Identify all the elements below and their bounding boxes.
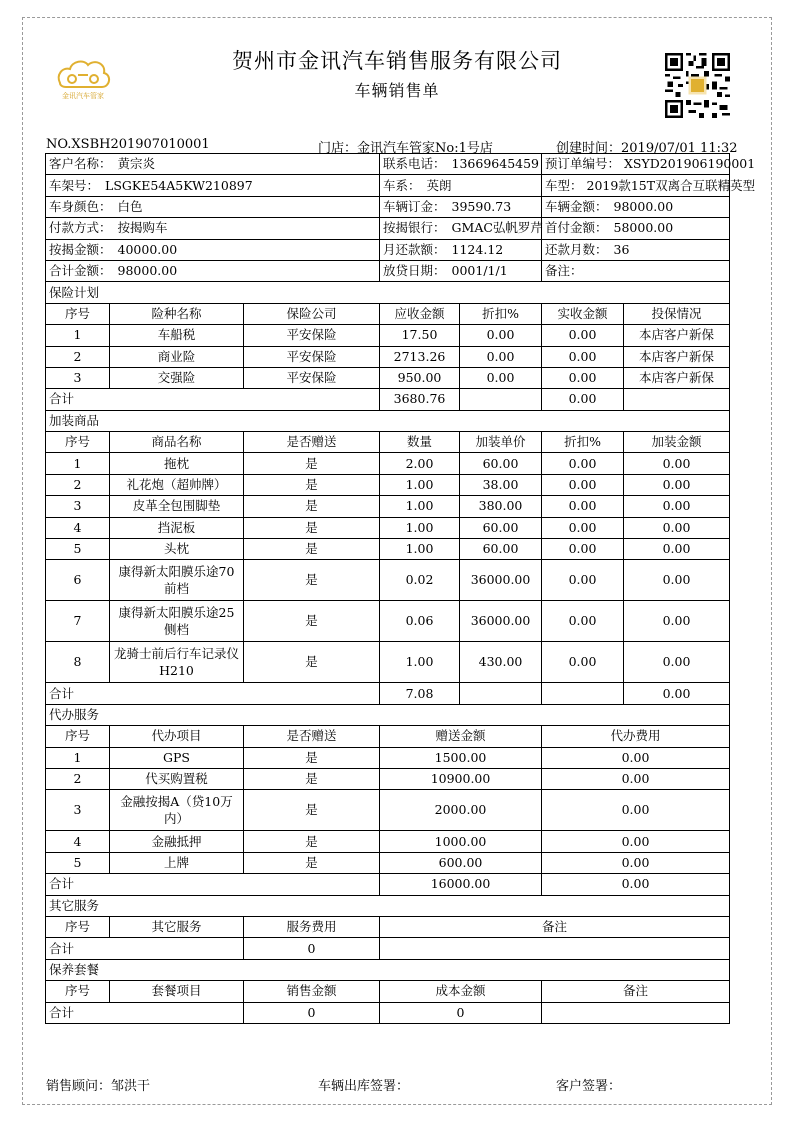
column-header: 折扣%	[460, 303, 542, 324]
cell: 17.50	[380, 325, 460, 346]
cell: 0.00	[624, 496, 730, 517]
cell: 36000.00	[460, 560, 542, 601]
cell: 0.00	[624, 539, 730, 560]
cell: 0.00	[542, 517, 624, 538]
info-row	[46, 154, 730, 175]
cell: 0.00	[542, 346, 624, 367]
cell: 2713.26	[380, 346, 460, 367]
total-row	[46, 874, 730, 895]
total-value: 0.00	[542, 389, 624, 410]
cell: 38.00	[460, 474, 542, 495]
table-row	[46, 642, 730, 683]
cell: 2000.00	[380, 790, 542, 831]
cell: 是	[244, 642, 380, 683]
order-number: NO.XSBH201907010001	[46, 137, 210, 152]
info-cell: 放贷日期： 0001/1/1	[380, 260, 542, 281]
total-value: 16000.00	[380, 874, 542, 895]
cell: 龙骑士前后行车记录仪H210	[110, 642, 244, 683]
table-row	[46, 747, 730, 768]
info-cell: 首付金额： 58000.00	[542, 218, 730, 239]
info-row	[46, 239, 730, 260]
cell: 60.00	[460, 517, 542, 538]
cell: 车船税	[110, 325, 244, 346]
cell: 是	[244, 517, 380, 538]
total-value: 0.00	[624, 683, 730, 704]
column-header: 投保情况	[624, 303, 730, 324]
cell: 36000.00	[460, 601, 542, 642]
cell: 0.00	[624, 453, 730, 474]
table-row	[46, 474, 730, 495]
info-cell: 月还款额： 1124.12	[380, 239, 542, 260]
cell: 1.00	[380, 474, 460, 495]
cell: 60.00	[460, 539, 542, 560]
cell: 是	[244, 747, 380, 768]
info-cell: 车系： 英朗	[380, 175, 542, 196]
table-row	[46, 768, 730, 789]
cell: 5	[46, 852, 110, 873]
column-header: 序号	[46, 432, 110, 453]
info-cell: 备注：	[542, 260, 730, 281]
cell: 1500.00	[380, 747, 542, 768]
cell: 平安保险	[244, 325, 380, 346]
info-row	[46, 218, 730, 239]
table-row	[46, 325, 730, 346]
info-cell: 车型： 2019款15T双离合互联精英型	[542, 175, 730, 196]
cell: 1.00	[380, 496, 460, 517]
sales-order-table	[45, 153, 756, 1024]
table-row	[46, 601, 730, 642]
column-header: 备注	[380, 916, 730, 937]
table-row	[46, 560, 730, 601]
cell: 0.00	[542, 831, 730, 852]
cell: 1	[46, 453, 110, 474]
total-label: 合计	[46, 938, 244, 959]
total-value: 7.08	[380, 683, 460, 704]
column-header: 应收金额	[380, 303, 460, 324]
table-row	[46, 453, 730, 474]
table-row	[46, 496, 730, 517]
total-value: 0	[380, 1002, 542, 1023]
cell: 1.00	[380, 642, 460, 683]
cell: 2	[46, 346, 110, 367]
total-label: 合计	[46, 683, 380, 704]
cell: 是	[244, 768, 380, 789]
info-cell: 联系电话： 13669645459	[380, 154, 542, 175]
cell: 10900.00	[380, 768, 542, 789]
info-cell: 车辆订金： 39590.73	[380, 196, 542, 217]
cell: 礼花炮（超帅牌）	[110, 474, 244, 495]
info-cell: 车辆金额： 98000.00	[542, 196, 730, 217]
info-cell: 付款方式： 按揭购车	[46, 218, 380, 239]
agency-header-row	[46, 726, 730, 747]
cell: 3	[46, 496, 110, 517]
cell: 0.00	[624, 560, 730, 601]
cell: 是	[244, 496, 380, 517]
cell: 0.00	[542, 747, 730, 768]
cell: 3	[46, 790, 110, 831]
table-row	[46, 852, 730, 873]
cell: 2.00	[380, 453, 460, 474]
cell: 0.00	[542, 325, 624, 346]
info-cell: 客户名称： 黄宗炎	[46, 154, 380, 175]
cell: 0.00	[542, 496, 624, 517]
svg-text:金讯汽车管家: 金讯汽车管家	[62, 92, 104, 100]
cell: 康得新太阳膜乐途70前档	[110, 560, 244, 601]
cell: 是	[244, 453, 380, 474]
column-header: 赠送金额	[380, 726, 542, 747]
table-row	[46, 539, 730, 560]
total-label: 合计	[46, 874, 380, 895]
cell: 皮革全包围脚垫	[110, 496, 244, 517]
cell: 0.06	[380, 601, 460, 642]
column-header: 数量	[380, 432, 460, 453]
store-name: 门店：金讯汽车管家No:1号店	[318, 141, 493, 156]
cell: 430.00	[460, 642, 542, 683]
column-header: 代办费用	[542, 726, 730, 747]
cell: 0.00	[542, 768, 730, 789]
cell: 0.00	[542, 852, 730, 873]
cell: 0.00	[542, 539, 624, 560]
cell: 3	[46, 367, 110, 388]
cell: 0.00	[460, 367, 542, 388]
total-value: 3680.76	[380, 389, 460, 410]
cell: 是	[244, 560, 380, 601]
total-value: 0.00	[542, 874, 730, 895]
company-name: 贺州市金讯汽车销售服务有限公司	[232, 49, 562, 73]
column-header: 套餐项目	[110, 981, 244, 1002]
column-header: 折扣%	[542, 432, 624, 453]
cell: 380.00	[460, 496, 542, 517]
cell: 60.00	[460, 453, 542, 474]
cell: 0.00	[542, 642, 624, 683]
accessories-header-row	[46, 432, 730, 453]
column-header: 代办项目	[110, 726, 244, 747]
cell: 1	[46, 325, 110, 346]
section-title-insurance: 保险计划	[46, 282, 730, 303]
cell: 是	[244, 831, 380, 852]
cell: 0.00	[460, 346, 542, 367]
column-header: 其它服务	[110, 916, 244, 937]
total-row	[46, 1002, 730, 1023]
cell: 0.00	[542, 453, 624, 474]
column-header: 是否赠送	[244, 726, 380, 747]
table-row	[46, 367, 730, 388]
info-cell: 按揭银行： GMAC弘帆罗芹	[380, 218, 542, 239]
column-header: 服务费用	[244, 916, 380, 937]
cell: 代买购置税	[110, 768, 244, 789]
info-row	[46, 260, 730, 281]
table-row	[46, 346, 730, 367]
total-label: 合计	[46, 1002, 244, 1023]
column-header: 加装单价	[460, 432, 542, 453]
cell: 头枕	[110, 539, 244, 560]
cell: 4	[46, 831, 110, 852]
column-header: 实收金额	[542, 303, 624, 324]
column-header: 序号	[46, 916, 110, 937]
cell: 8	[46, 642, 110, 683]
cell: 0.00	[624, 517, 730, 538]
cell: 康得新太阳膜乐途25侧档	[110, 601, 244, 642]
cell: 950.00	[380, 367, 460, 388]
other-header-row	[46, 916, 730, 937]
section-title-agency: 代办服务	[46, 704, 730, 725]
cell: 商业险	[110, 346, 244, 367]
info-cell: 还款月数： 36	[542, 239, 730, 260]
cell: 拖枕	[110, 453, 244, 474]
created-time: 创建时间：2019/07/01 11:32	[556, 141, 738, 156]
cell: 1.00	[380, 517, 460, 538]
table-row	[46, 790, 730, 831]
cell: 交强险	[110, 367, 244, 388]
cell: 本店客户新保	[624, 346, 730, 367]
cell: 金融按揭A（贷10万内）	[110, 790, 244, 831]
cell: 0.00	[624, 601, 730, 642]
column-header: 备注	[542, 981, 730, 1002]
column-header: 序号	[46, 981, 110, 1002]
section-title-maintenance: 保养套餐	[46, 959, 730, 980]
total-value: 0	[244, 938, 380, 959]
cell: 是	[244, 790, 380, 831]
cell: 0.00	[542, 474, 624, 495]
cell: 0.00	[624, 642, 730, 683]
cell: 0.00	[542, 601, 624, 642]
cell: 本店客户新保	[624, 325, 730, 346]
cell: 是	[244, 601, 380, 642]
column-header: 序号	[46, 303, 110, 324]
cell: 是	[244, 539, 380, 560]
cell: 2	[46, 474, 110, 495]
cell: GPS	[110, 747, 244, 768]
column-header: 商品名称	[110, 432, 244, 453]
section-title-accessories: 加装商品	[46, 410, 730, 431]
column-header: 保险公司	[244, 303, 380, 324]
cell: 2	[46, 768, 110, 789]
cell: 平安保险	[244, 367, 380, 388]
info-row	[46, 175, 730, 196]
column-header: 序号	[46, 726, 110, 747]
table-row	[46, 517, 730, 538]
cell: 是	[244, 852, 380, 873]
info-cell: 车身颜色： 白色	[46, 196, 380, 217]
info-cell: 车架号： LSGKE54A5KW210897	[46, 175, 380, 196]
cell: 0.00	[542, 790, 730, 831]
cell: 金融抵押	[110, 831, 244, 852]
document-title: 车辆销售单	[354, 81, 440, 100]
column-header: 加装金额	[624, 432, 730, 453]
cell: 1000.00	[380, 831, 542, 852]
sales-advisor: 销售顾问：邹洪干	[46, 1079, 151, 1094]
cell: 上牌	[110, 852, 244, 873]
cell: 0.02	[380, 560, 460, 601]
total-row	[46, 389, 730, 410]
total-row	[46, 683, 730, 704]
cell: 4	[46, 517, 110, 538]
cell: 1.00	[380, 539, 460, 560]
column-header: 成本金额	[380, 981, 542, 1002]
section-title-other: 其它服务	[46, 895, 730, 916]
cell: 是	[244, 474, 380, 495]
cell: 本店客户新保	[624, 367, 730, 388]
cell: 挡泥板	[110, 517, 244, 538]
table-row	[46, 831, 730, 852]
info-row	[46, 196, 730, 217]
column-header: 销售金额	[244, 981, 380, 1002]
total-row	[46, 938, 730, 959]
cell: 7	[46, 601, 110, 642]
info-cell: 预订单编号： XSYD201906190001	[542, 154, 730, 175]
cell: 平安保险	[244, 346, 380, 367]
maintenance-header-row	[46, 981, 730, 1002]
total-value: 0	[244, 1002, 380, 1023]
cell: 6	[46, 560, 110, 601]
customer-signature: 客户签署：	[556, 1079, 622, 1094]
total-label: 合计	[46, 389, 380, 410]
info-cell: 按揭金额： 40000.00	[46, 239, 380, 260]
info-cell: 合计金额： 98000.00	[46, 260, 380, 281]
cell: 0.00	[460, 325, 542, 346]
delivery-signature: 车辆出库签署：	[318, 1079, 410, 1094]
cell: 1	[46, 747, 110, 768]
cell: 0.00	[542, 367, 624, 388]
column-header: 险种名称	[110, 303, 244, 324]
insurance-header-row	[46, 303, 730, 324]
column-header: 是否赠送	[244, 432, 380, 453]
cell: 600.00	[380, 852, 542, 873]
cell: 0.00	[542, 560, 624, 601]
cell: 0.00	[624, 474, 730, 495]
cell: 5	[46, 539, 110, 560]
